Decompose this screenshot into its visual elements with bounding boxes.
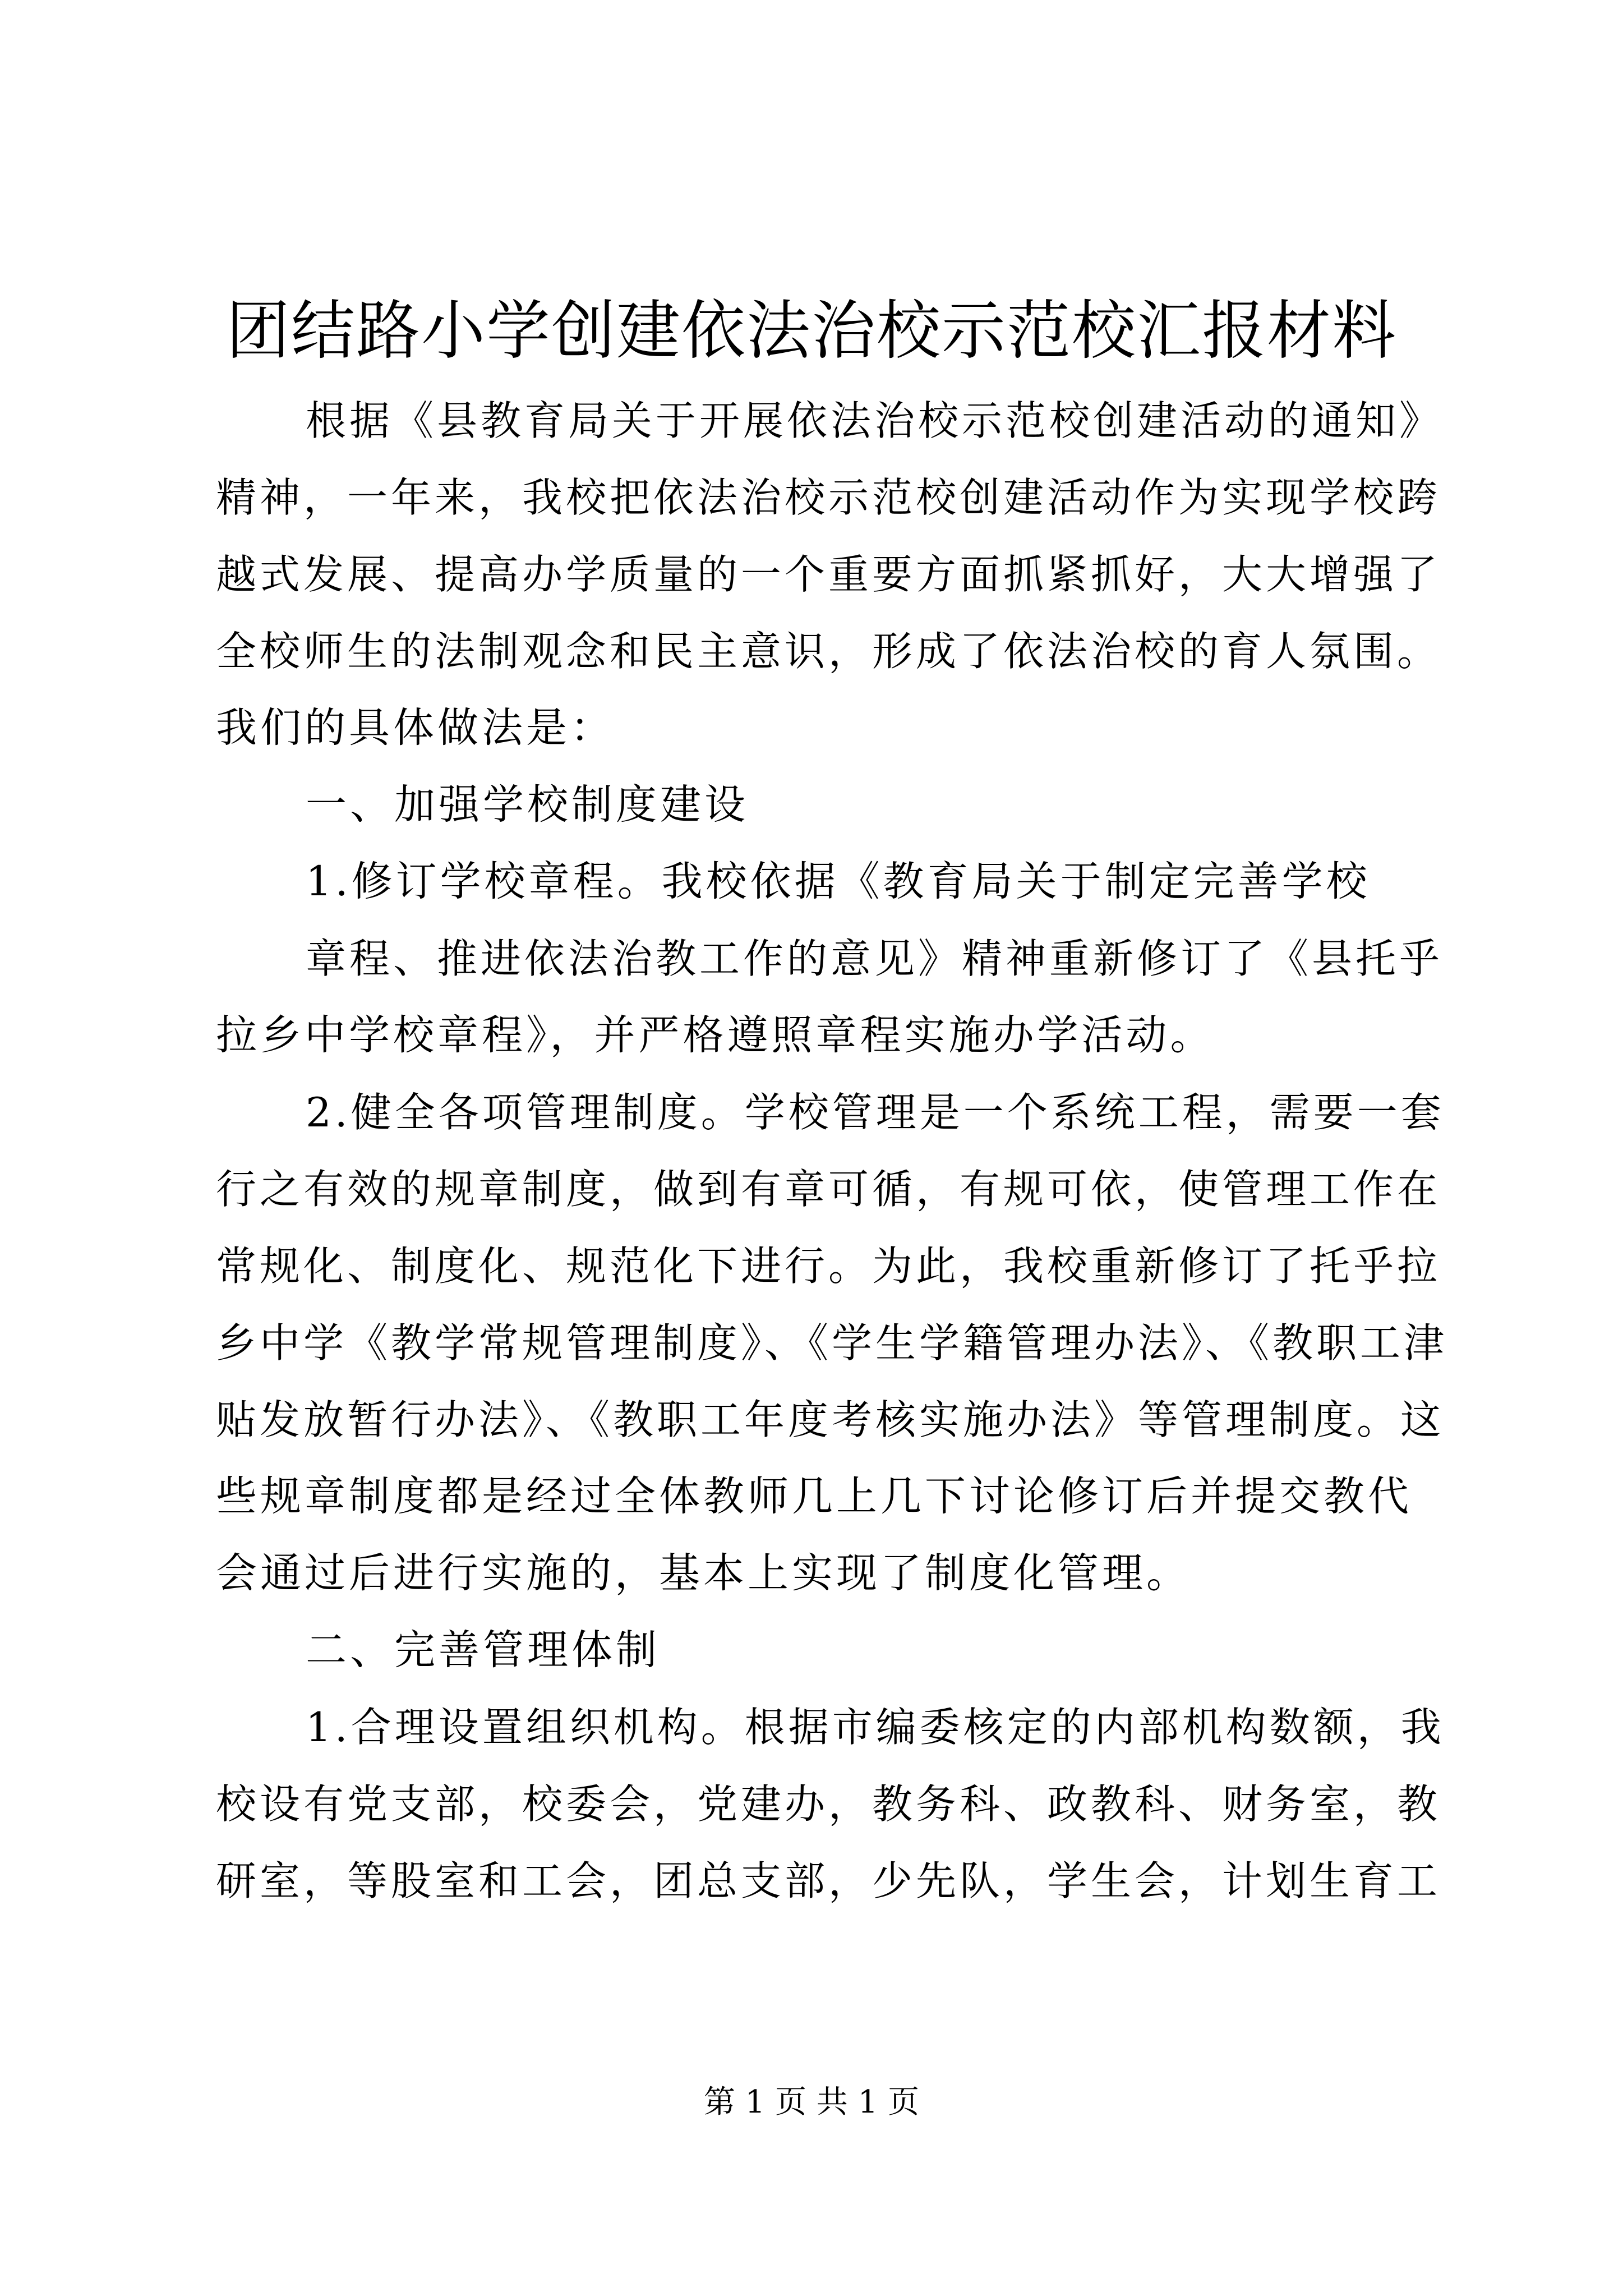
- section-heading-2: 二、完善管理体制: [306, 1626, 660, 1674]
- body-line-7: 1.修订学校章程。我校依据《教育局关于制定完善学校: [306, 858, 1371, 905]
- body-line-3: 越式发展、提高办学质量的一个重要方面抓紧抓好，大大增强了: [216, 551, 1441, 598]
- page-footer: 第 1 页 共 1 页: [703, 2084, 920, 2120]
- body-line-11: 行之有效的规章制度，做到有章可循，有规可依，使管理工作在: [216, 1166, 1441, 1213]
- body-line-2: 精神，一年来，我校把依法治校示范校创建活动作为实现学校跨: [216, 474, 1441, 521]
- document-title: 团结路小学创建依法治校示范校汇报材料: [225, 293, 1397, 368]
- body-line-1: 根据《县教育局关于开展依法治校示范校创建活动的通知》: [306, 397, 1444, 444]
- body-line-14: 贴发放暂行办法》、《教职工年度考核实施办法》等管理制度。这: [216, 1396, 1445, 1443]
- body-line-8: 章程、推进依法治教工作的意见》精神重新修订了《县托乎: [306, 935, 1444, 982]
- body-line-19: 校设有党支部，校委会，党建办，教务科、政教科、财务室，教: [216, 1780, 1441, 1828]
- body-line-12: 常规化、制度化、规范化下进行。为此，我校重新修订了托乎拉: [216, 1243, 1441, 1290]
- section-heading-1: 一、加强学校制度建设: [306, 781, 749, 829]
- body-line-15: 些规章制度都是经过全体教师几上几下讨论修订后并提交教代: [216, 1473, 1412, 1520]
- body-line-16: 会通过后进行实施的，基本上实现了制度化管理。: [216, 1549, 1191, 1597]
- body-line-20: 研室，等股室和工会，团总支部，少先队，学生会，计划生育工: [216, 1857, 1441, 1904]
- body-line-18: 1.合理设置组织机构。根据市编委核定的内部机构数额，我: [306, 1704, 1445, 1751]
- body-line-4: 全校师生的法制观念和民主意识，形成了依法治校的育人氛围。: [216, 628, 1441, 675]
- body-line-5: 我们的具体做法是：: [216, 704, 615, 752]
- body-line-13: 乡中学《教学常规管理制度》、《学生学籍管理办法》、《教职工津: [216, 1319, 1448, 1366]
- body-line-10: 2.健全各项管理制度。学校管理是一个系统工程，需要一套: [306, 1089, 1445, 1136]
- body-line-9: 拉乡中学校章程》，并严格遵照章程实施办学活动。: [216, 1011, 1215, 1059]
